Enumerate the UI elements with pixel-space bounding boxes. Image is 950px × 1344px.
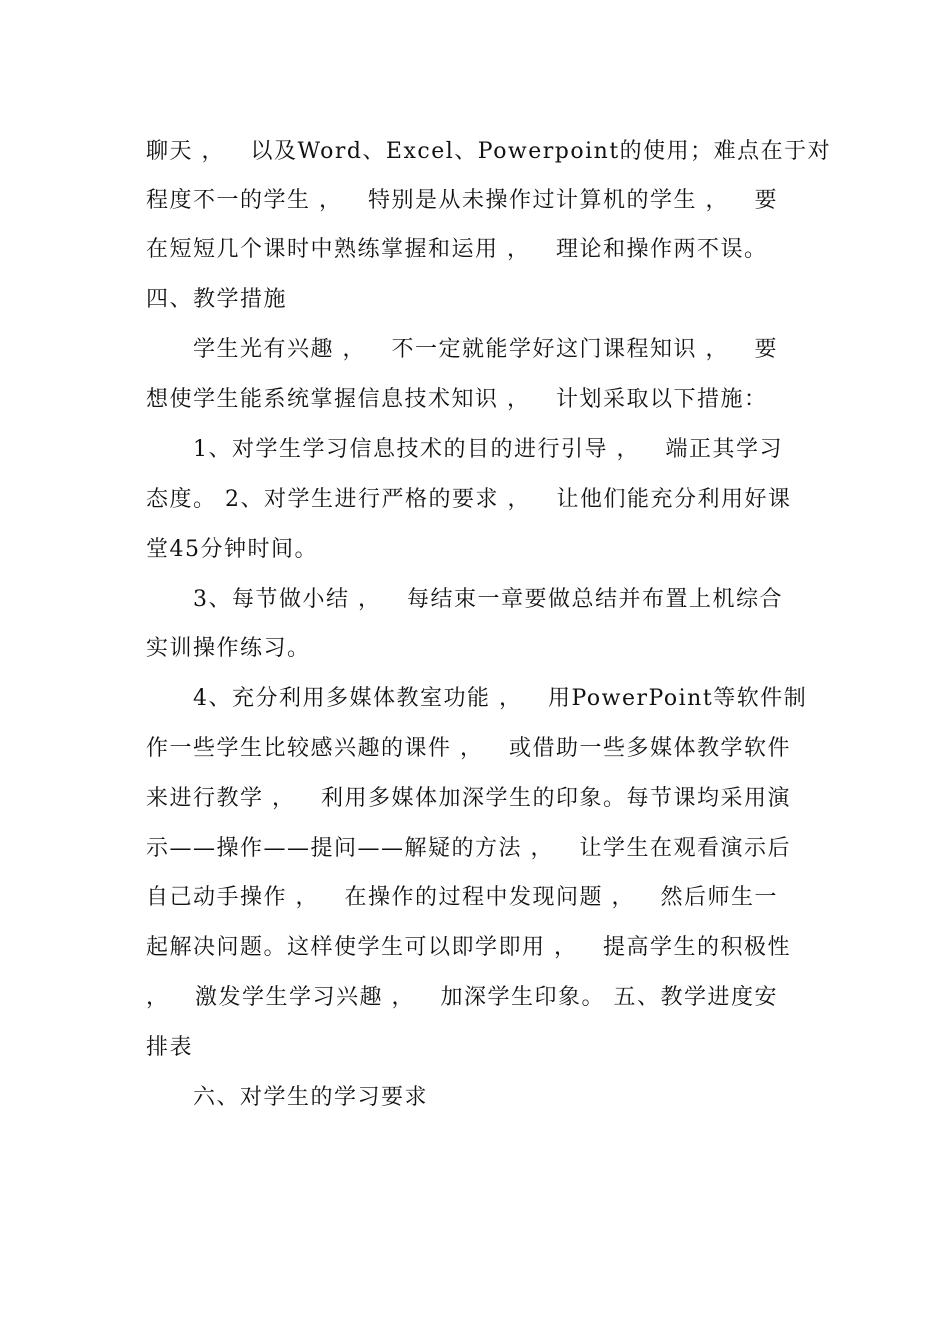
text-line: 3、每节做小结 ， 每结束一章要做总结并布置上机综合 bbox=[193, 587, 783, 612]
text-line: 示——操作——提问——解疑的方法 ， 让学生在观看演示后 bbox=[146, 836, 791, 861]
text-line: 作一些学生比较感兴趣的课件 ， 或借助一些多媒体教学软件 bbox=[146, 736, 791, 761]
text-line: 堂45分钟时间。 bbox=[146, 537, 318, 562]
text-line: 起解决问题。这样使学生可以即学即用 ， 提高学生的积极性 bbox=[146, 935, 791, 960]
text-line: ， 激发学生学习兴趣 ， 加深学生印象。 五、教学进度安 bbox=[146, 985, 778, 1010]
text-line: 程度不一的学生 ， 特别是从未操作过计算机的学生 ， 要 bbox=[146, 188, 778, 213]
text-line: 在短短几个课时中熟练掌握和运用 ， 理论和操作两不误。 bbox=[146, 237, 768, 262]
text-line: 自己动手操作 ， 在操作的过程中发现问题 ， 然后师生一 bbox=[146, 885, 778, 910]
section-heading: 四、教学措施 bbox=[146, 287, 288, 312]
text-line: 想使学生能系统掌握信息技术知识 ， 计划采取以下措施： bbox=[146, 387, 768, 412]
text-line: 聊天 ， 以及Word、Excel、Powerpoint的使用；难点在于对 bbox=[146, 139, 832, 164]
text-line: 4、充分利用多媒体教室功能 ， 用PowerPoint等软件制 bbox=[193, 686, 808, 711]
text-line: 来进行教学 ， 利用多媒体加深学生的印象。每节课均采用演 bbox=[146, 786, 791, 811]
text-line: 1、对学生学习信息技术的目的进行引导 ， 端正其学习 bbox=[193, 437, 783, 462]
text-line: 实训操作练习。 bbox=[146, 636, 311, 661]
text-line: 学生光有兴趣 ， 不一定就能学好这门课程知识 ， 要 bbox=[193, 337, 778, 362]
text-line: 排表 bbox=[146, 1035, 194, 1060]
section-heading: 六、对学生的学习要求 bbox=[193, 1085, 429, 1110]
text-line: 态度。 2、对学生进行严格的要求 ， 让他们能充分利用好课 bbox=[146, 487, 792, 512]
